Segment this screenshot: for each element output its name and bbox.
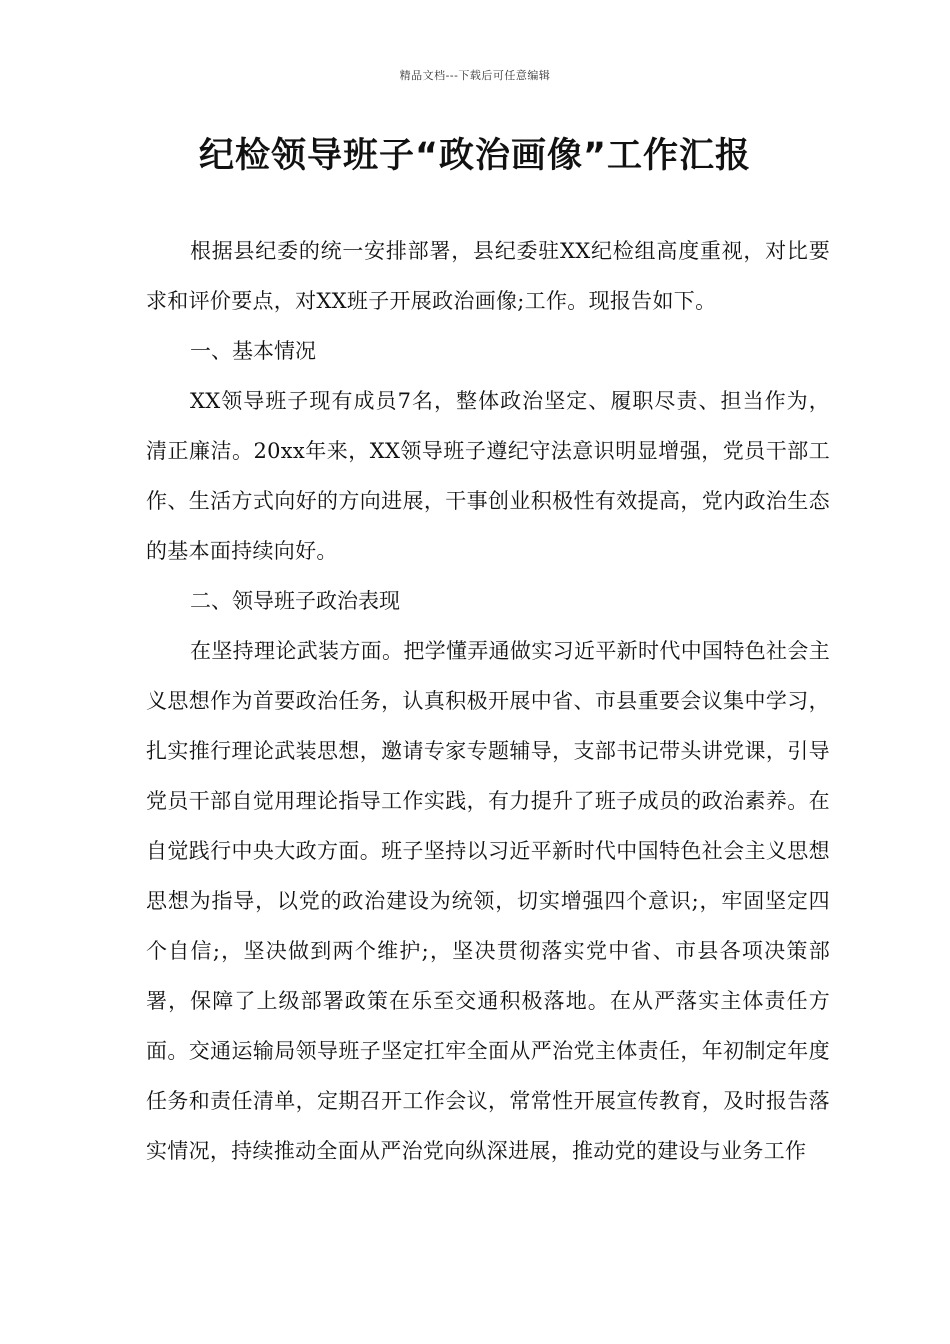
document-title: 纪检领导班子“政治画像”工作汇报 bbox=[198, 136, 751, 176]
section-heading-political-performance: 二、领导班子政治表现 bbox=[190, 589, 400, 613]
paragraph-intro: 根据县纪委的统一安排部署，县纪委驻XX纪检组高度重视，对比要求和评价要点，对XX班子开展政治画像;工作。现报告如下。 bbox=[146, 239, 830, 313]
section-heading-basic-situation: 一、基本情况 bbox=[190, 339, 316, 363]
header-note: 精品文档---下载后可任意编辑 bbox=[399, 69, 551, 82]
paragraph-political-performance: 在坚持理论武装方面。把学懂弄通做实习近平新时代中国特色社会主义思想作为首要政治任务，认真积极开展中省、市县重要会议集中学习，扎实推行理论武装思想，邀请专家专题辅导，支部书记带头讲党课，引导党员干部自觉用理论指导工作实践，有力提升了班子成员的政治素养。在自觉践行中央大政方面。班子坚持以习近平新时代中国特色社会主义思想思想为指导，以党的政治建设为统领，切实增强四个意识;，牢固坚定四个自信;，坚决做到两个维护;，坚决贯彻落实党中省、市县各项决策部署，保障了上级部署政策在乐至交通积极落地。在从严落实主体责任方面。交通运输局领导班子坚定扛牢全面从严治党主体责任，年初制定年度任务和责任清单，定期召开工作会议，常常性开展宣传教育，及时报告落实情况，持续推动全面从严治党向纵深进展，推动党的建设与业务工作 bbox=[146, 639, 830, 1163]
paragraph-basic-situation: XX领导班子现有成员7名，整体政治坚定、履职尽责、担当作为，清正廉洁。20xx年来，XX领导班子遵纪守法意识明显增强，党员干部工作、生活方式向好的方向进展，干事创业积极性有效提高，党内政治生态的基本面持续向好。 bbox=[146, 389, 830, 563]
document-body bbox=[146, 226, 830, 1176]
